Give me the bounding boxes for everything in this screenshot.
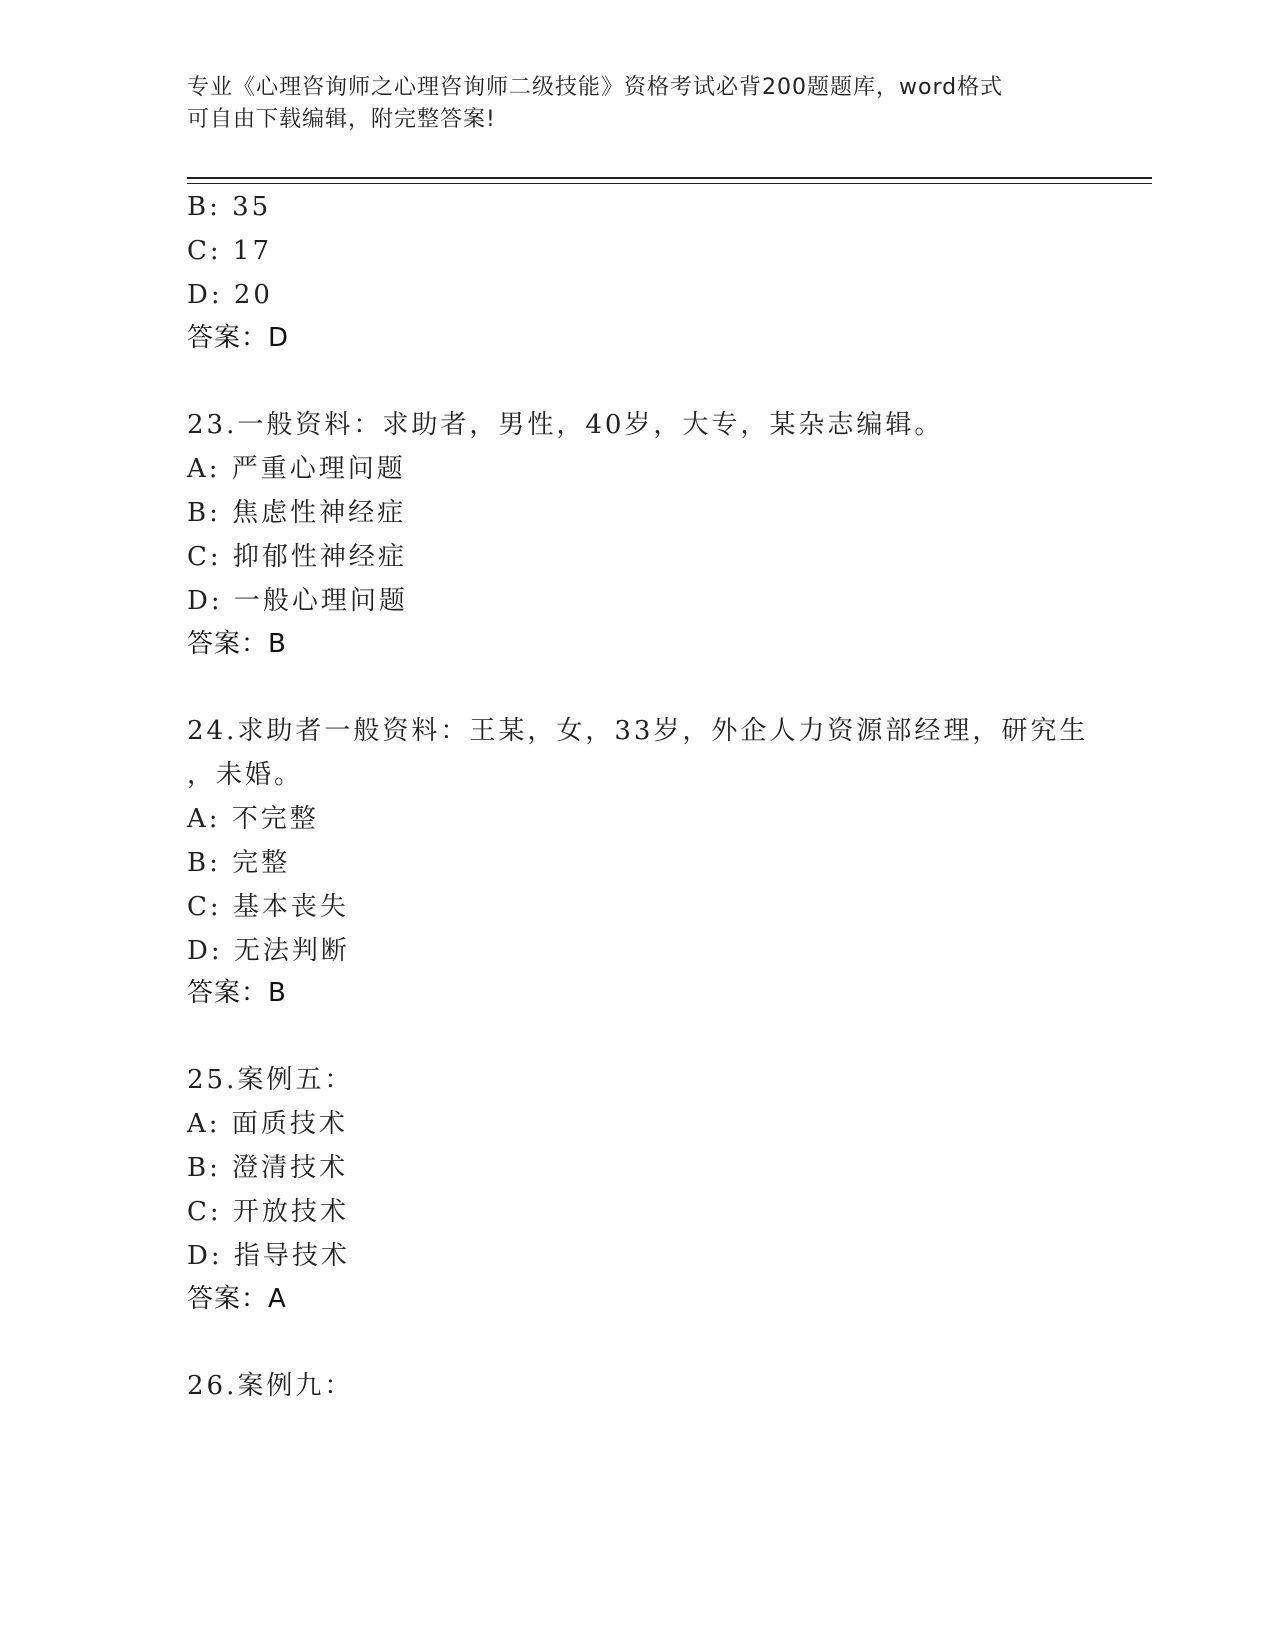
header-title-line-1: 专业《心理咨询师之心理咨询师二级技能》资格考试必背200题题库，word格式 bbox=[187, 75, 1004, 100]
q24-question-line-1: 24.求助者一般资料：王某，女，33岁，外企人力资源部经理，研究生 bbox=[187, 716, 1089, 746]
q23-option-d: D: 一般心理问题 bbox=[187, 586, 408, 616]
q25-option-a: A: 面质技术 bbox=[187, 1109, 348, 1139]
q23-option-c: C: 抑郁性神经症 bbox=[187, 542, 407, 572]
q24-option-d: D: 无法判断 bbox=[187, 936, 350, 966]
q25-option-c: C: 开放技术 bbox=[187, 1197, 349, 1227]
q22-answer: 答案：D bbox=[187, 323, 290, 353]
q22-option-b: B: 35 bbox=[187, 192, 272, 222]
q22-option-c: C: 17 bbox=[187, 236, 273, 266]
q22-option-d: D: 20 bbox=[187, 280, 273, 310]
q24-question-line-2: ，未婚。 bbox=[187, 760, 304, 790]
q24-option-c: C: 基本丧失 bbox=[187, 892, 349, 922]
document-header bbox=[187, 72, 1087, 136]
q25-question: 25.案例五： bbox=[187, 1065, 354, 1095]
header-divider-thick bbox=[187, 177, 1152, 179]
q24-answer: 答案：B bbox=[187, 978, 287, 1008]
q26-question: 26.案例九： bbox=[187, 1371, 354, 1401]
q23-option-a: A: 严重心理问题 bbox=[187, 454, 406, 484]
q25-option-d: D: 指导技术 bbox=[187, 1241, 350, 1271]
q25-answer: 答案：A bbox=[187, 1284, 287, 1314]
q24-option-b: B: 完整 bbox=[187, 848, 291, 878]
q23-option-b: B: 焦虑性神经症 bbox=[187, 498, 407, 528]
header-title-line-2: 可自由下载编辑，附完整答案! bbox=[187, 107, 496, 132]
header-divider-thin bbox=[187, 183, 1152, 184]
q23-answer: 答案：B bbox=[187, 629, 287, 659]
q25-option-b: B: 澄清技术 bbox=[187, 1153, 349, 1183]
q24-option-a: A: 不完整 bbox=[187, 804, 319, 834]
q23-question: 23.一般资料：求助者，男性，40岁，大专，某杂志编辑。 bbox=[187, 410, 944, 440]
